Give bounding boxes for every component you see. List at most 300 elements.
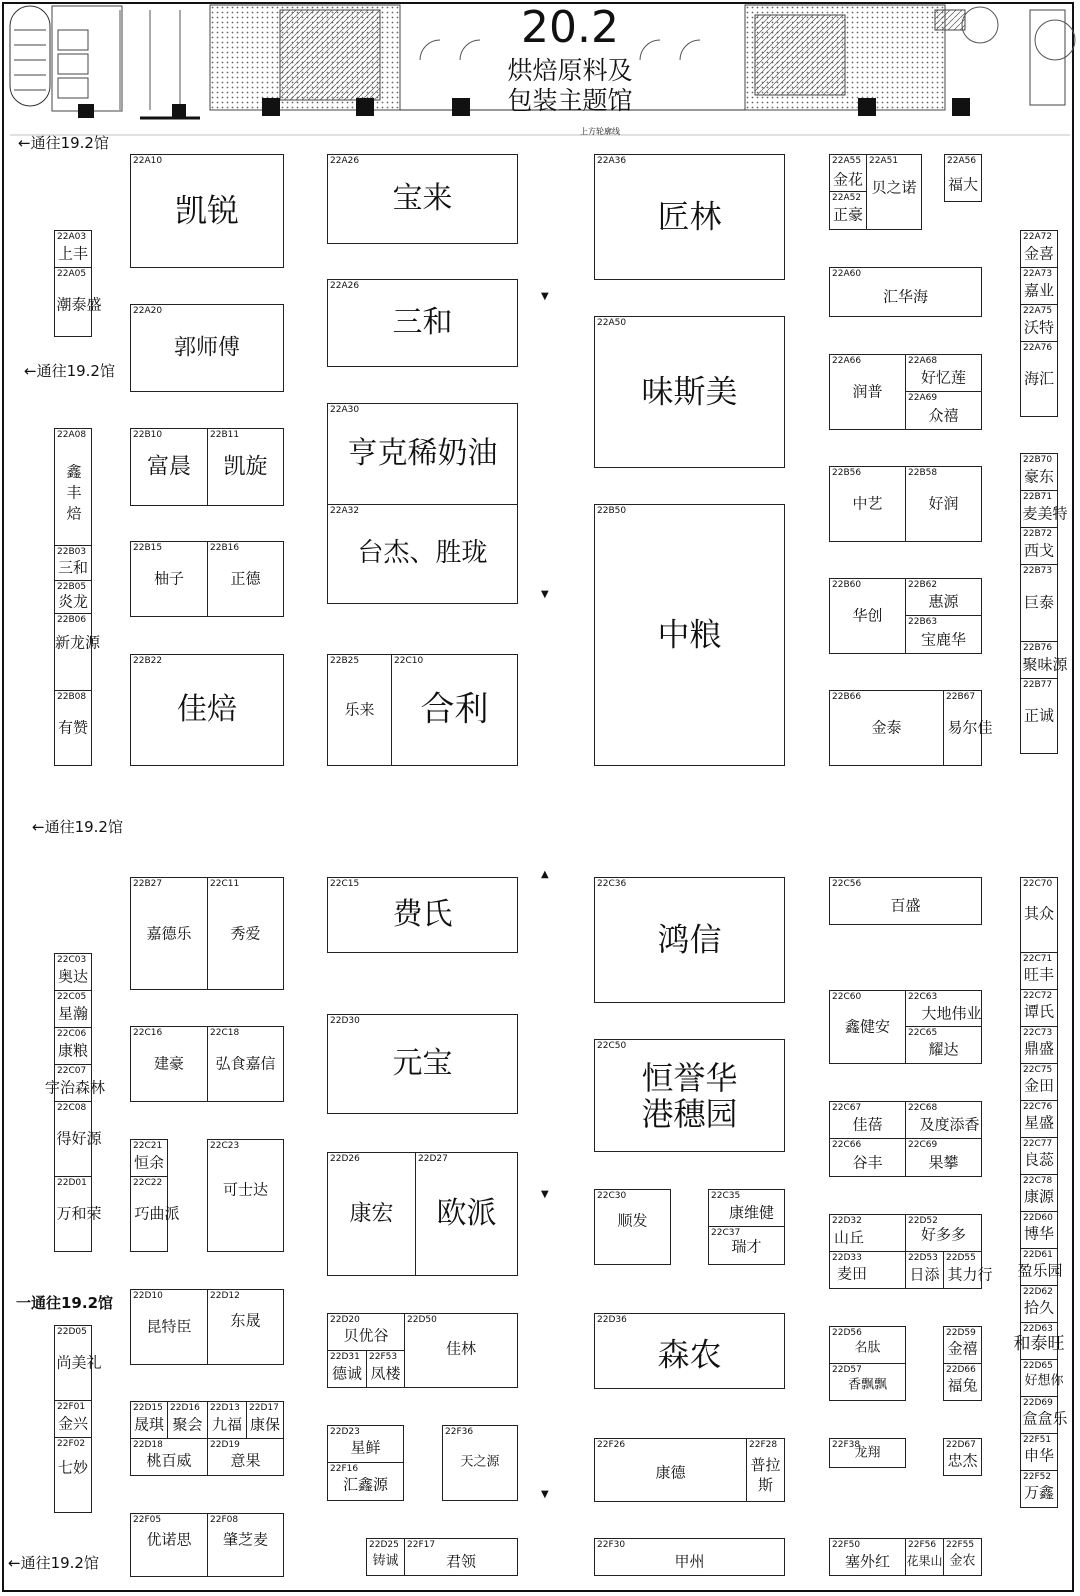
booth-code: 22A36 xyxy=(597,156,627,166)
booth-22F16[interactable] xyxy=(327,1462,404,1501)
booth-22C18[interactable] xyxy=(207,1026,284,1102)
booth-name: 昆特臣 xyxy=(146,1317,192,1336)
booth-22B11[interactable] xyxy=(207,428,284,506)
booth-name: 弘食嘉信 xyxy=(215,1054,276,1073)
booth-22C07[interactable] xyxy=(45,1064,106,1102)
booth-name xyxy=(595,1060,784,1132)
booth-code: 22F28 xyxy=(749,1440,778,1450)
booth-code: 22A66 xyxy=(832,356,862,366)
booth-code: 22D61 xyxy=(1023,1250,1053,1260)
booth-22D36[interactable] xyxy=(594,1313,785,1389)
booth-code: 22A08 xyxy=(57,430,87,440)
booth-22F05[interactable] xyxy=(130,1513,208,1577)
booth-name: 巧曲派 xyxy=(134,1204,180,1223)
aisle-marker-icon: ▼ xyxy=(541,291,549,302)
booth-22B76[interactable] xyxy=(1020,641,1068,679)
booth-22A20[interactable] xyxy=(130,304,284,392)
booth-22A26-baolai[interactable] xyxy=(327,154,518,244)
booth-22D61[interactable] xyxy=(1017,1248,1063,1286)
booth-name: 福兔 xyxy=(947,1376,978,1395)
booth-22A52[interactable] xyxy=(829,191,867,230)
direction-to-hall-19-2: ←通往19.2馆 xyxy=(32,818,123,836)
booth-name: 申华 xyxy=(1023,1446,1054,1465)
booth-22D55[interactable] xyxy=(943,1251,993,1289)
booth-22C72[interactable] xyxy=(1020,989,1058,1027)
booth-22D05[interactable] xyxy=(54,1325,102,1401)
booth-22D69[interactable] xyxy=(1020,1396,1068,1434)
booth-name: 东晟 xyxy=(230,1311,261,1330)
booth-22B60[interactable] xyxy=(829,578,906,654)
booth-22C73[interactable] xyxy=(1020,1026,1058,1064)
booth-name: 好忆莲 xyxy=(920,368,966,387)
booth-code: 22D31 xyxy=(330,1352,360,1362)
booth-22D25[interactable] xyxy=(366,1538,405,1576)
booth-22D57[interactable] xyxy=(829,1363,906,1401)
booth-name: 盒盒乐 xyxy=(1022,1409,1068,1428)
booth-22F56[interactable] xyxy=(905,1538,944,1576)
booth-22F30[interactable] xyxy=(594,1538,785,1576)
booth-name: 聚味源 xyxy=(1022,655,1068,674)
booth-name: 花果山 xyxy=(906,1554,943,1569)
booth-name: 正豪 xyxy=(832,205,863,224)
booth-name-line1: 普拉 xyxy=(750,1455,781,1474)
booth-name: 宝来 xyxy=(392,180,453,216)
booth-name: 奥达 xyxy=(57,967,88,986)
booth-22C22[interactable] xyxy=(130,1176,180,1252)
booth-22A60[interactable] xyxy=(829,267,982,317)
booth-22B72[interactable] xyxy=(1020,527,1058,565)
booth-code: 22A03 xyxy=(57,232,87,242)
booth-22C70[interactable] xyxy=(1020,877,1058,953)
booth-code: 22D17 xyxy=(249,1403,279,1413)
booth-code: 22F36 xyxy=(445,1427,474,1437)
booth-code: 22D60 xyxy=(1023,1213,1053,1223)
booth-name: 良蕊 xyxy=(1023,1150,1054,1169)
booth-22A05[interactable] xyxy=(54,267,102,337)
booth-code: 22A05 xyxy=(57,269,87,279)
booth-code: 22D12 xyxy=(210,1291,240,1301)
booth-code: 22A30 xyxy=(330,405,360,415)
booth-code: 22C70 xyxy=(1023,879,1053,889)
booth-name: 旺丰 xyxy=(1023,965,1054,984)
booth-22D20[interactable] xyxy=(327,1313,405,1351)
booth-code: 22D18 xyxy=(133,1440,163,1450)
booth-name: 宇治森林 xyxy=(45,1078,106,1097)
booth-name-line1: 恒誉华 xyxy=(641,1058,738,1097)
booth-name: 谭氏 xyxy=(1023,1002,1054,1021)
booth-22B06[interactable] xyxy=(54,613,101,691)
booth-name: 豪东 xyxy=(1023,467,1054,486)
booth-code: 22D62 xyxy=(1023,1287,1053,1297)
booth-22C10[interactable] xyxy=(391,654,518,766)
booth-22F38[interactable] xyxy=(829,1438,906,1468)
booth-code: 22D30 xyxy=(330,1016,360,1026)
booth-code: 22C78 xyxy=(1023,1176,1053,1186)
booth-code: 22D16 xyxy=(170,1403,200,1413)
booth-code: 22B77 xyxy=(1023,680,1053,690)
booth-code: 22D69 xyxy=(1023,1398,1053,1408)
booth-22C06[interactable] xyxy=(54,1027,92,1065)
booth-code: 22F30 xyxy=(597,1540,626,1550)
booth-22B25[interactable] xyxy=(327,654,392,766)
booth-name: 康粮 xyxy=(57,1041,88,1060)
booth-code: 22B25 xyxy=(330,656,360,666)
booth-22B73[interactable] xyxy=(1020,564,1058,642)
booth-22D19[interactable] xyxy=(207,1438,284,1476)
booth-code: 22C56 xyxy=(832,879,862,889)
booth-22F17[interactable] xyxy=(404,1538,518,1576)
booth-22B63[interactable] xyxy=(905,615,982,654)
booth-22D63[interactable] xyxy=(1013,1322,1065,1360)
booth-22A72[interactable] xyxy=(1020,230,1058,268)
booth-22D65[interactable] xyxy=(1020,1359,1064,1397)
booth-name: 及度添香 xyxy=(919,1115,980,1134)
wall-pillar xyxy=(858,98,876,116)
booth-22C37[interactable] xyxy=(708,1226,785,1265)
booth-22A03[interactable] xyxy=(54,230,92,268)
booth-code: 22C08 xyxy=(57,1103,87,1113)
booth-22D18[interactable] xyxy=(130,1438,208,1476)
booth-code: 22F17 xyxy=(407,1540,436,1550)
booth-code: 22D65 xyxy=(1023,1361,1053,1371)
booth-22A08[interactable] xyxy=(54,428,92,546)
booth-code: 22D27 xyxy=(418,1154,448,1164)
booth-name: 和泰旺 xyxy=(1013,1334,1065,1355)
booth-22C15[interactable] xyxy=(327,877,518,953)
booth-name: 宝鹿华 xyxy=(920,630,966,649)
booth-22B58[interactable] xyxy=(905,466,982,542)
booth-name: 西戈 xyxy=(1023,541,1054,560)
booth-name: 台杰、胜珑 xyxy=(357,538,488,569)
booth-code: 22F55 xyxy=(946,1540,975,1550)
booth-name: 香飘飘 xyxy=(847,1377,887,1393)
booth-22A10[interactable] xyxy=(130,154,284,268)
booth-name: 匠林 xyxy=(657,197,722,236)
booth-22F02[interactable] xyxy=(54,1437,92,1513)
booth-22C68[interactable] xyxy=(905,1101,982,1139)
booth-22D60[interactable] xyxy=(1020,1211,1058,1249)
booth-name: 贝优谷 xyxy=(343,1325,389,1344)
booth-22C67[interactable] xyxy=(829,1101,906,1139)
booth-name: 凯锐 xyxy=(174,191,239,230)
booth-22B16[interactable] xyxy=(207,541,284,617)
booth-name: 中粮 xyxy=(657,615,722,654)
booth-22D10[interactable] xyxy=(130,1289,208,1365)
booth-name: 甲州 xyxy=(674,1552,705,1571)
booth-code: 22A52 xyxy=(832,193,862,203)
booth-code: 22C35 xyxy=(711,1191,741,1201)
booth-22B10[interactable] xyxy=(130,428,208,506)
booth-name: 肇芝麦 xyxy=(222,1530,268,1549)
booth-22D17[interactable] xyxy=(246,1401,284,1439)
booth-code: 22B67 xyxy=(946,692,976,702)
booth-code: 22D32 xyxy=(832,1216,862,1226)
booth-22A69[interactable] xyxy=(905,391,982,430)
booth-code: 22A26 xyxy=(330,156,360,166)
booth-code: 22D19 xyxy=(210,1440,240,1450)
booth-22C65[interactable] xyxy=(905,1026,982,1064)
booth-code: 22B11 xyxy=(210,430,240,440)
booth-name: 金农 xyxy=(949,1553,976,1569)
booth-name: 众禧 xyxy=(928,406,959,425)
booth-code: 22B50 xyxy=(597,506,627,516)
booth-22B56[interactable] xyxy=(829,466,906,542)
booth-name: 拾久 xyxy=(1023,1298,1054,1317)
booth-code: 22D36 xyxy=(597,1315,627,1325)
booth-name: 潮泰盛 xyxy=(56,295,102,314)
booth-code: 22C67 xyxy=(832,1103,862,1113)
booth-name: 金泰 xyxy=(871,718,902,737)
booth-22F36[interactable] xyxy=(442,1425,518,1501)
booth-code: 22C75 xyxy=(1023,1065,1053,1075)
booth-22D53[interactable] xyxy=(905,1251,944,1289)
booth-22D13[interactable] xyxy=(207,1401,247,1439)
booth-22D31[interactable] xyxy=(327,1350,367,1388)
booth-22C36[interactable] xyxy=(594,877,785,1003)
booth-code: 22C71 xyxy=(1023,954,1053,964)
booth-name: 大地伟业 xyxy=(921,1004,982,1023)
booth-name: 金喜 xyxy=(1023,244,1054,263)
booth-name: 康宏 xyxy=(349,1201,394,1227)
booth-22D33[interactable] xyxy=(829,1251,906,1289)
booth-22C50[interactable] xyxy=(594,1039,785,1152)
booth-code: 22B22 xyxy=(133,656,163,666)
hall-title-line1: 烘焙原料及 xyxy=(507,56,633,85)
booth-22F28[interactable] xyxy=(746,1438,785,1502)
booth-name: 正诚 xyxy=(1023,706,1054,725)
booth-22D59[interactable] xyxy=(943,1326,982,1364)
booth-name: 森农 xyxy=(657,1335,722,1374)
booth-22D12[interactable] xyxy=(207,1289,284,1365)
booth-name: 秀爱 xyxy=(230,923,261,942)
booth-22A36[interactable] xyxy=(594,154,785,280)
booth-name: 意果 xyxy=(230,1450,261,1469)
booth-name: 郭师傅 xyxy=(173,335,240,361)
booth-22D67[interactable] xyxy=(943,1438,982,1476)
booth-22F26[interactable] xyxy=(594,1438,747,1502)
booth-22D30[interactable] xyxy=(327,1014,518,1114)
booth-22F53[interactable] xyxy=(366,1350,405,1388)
booth-22D27[interactable] xyxy=(415,1152,518,1276)
booth-code: 22C72 xyxy=(1023,991,1053,1001)
booth-22D66[interactable] xyxy=(943,1363,982,1401)
aisle-marker-icon: ▼ xyxy=(541,1189,549,1200)
booth-22C69[interactable] xyxy=(905,1138,982,1177)
booth-22A73[interactable] xyxy=(1020,267,1058,305)
booth-22F51[interactable] xyxy=(1020,1433,1058,1471)
booth-name: 君领 xyxy=(445,1552,476,1571)
booth-22A76[interactable] xyxy=(1020,341,1058,417)
booth-22D52[interactable] xyxy=(905,1214,982,1252)
booth-name: 九福 xyxy=(211,1415,242,1434)
direction-to-hall-19-2: ←通往19.2馆 xyxy=(8,1554,99,1572)
booth-code: 22F38 xyxy=(832,1440,861,1450)
booth-code: 22B63 xyxy=(908,617,938,627)
booth-name: 佳林 xyxy=(445,1339,476,1358)
booth-22B05[interactable] xyxy=(54,580,92,614)
booth-22D16[interactable] xyxy=(167,1401,208,1439)
booth-22A26-sanhe[interactable] xyxy=(327,279,518,367)
direction-to-hall-19-2: ←通往19.2馆 xyxy=(24,362,115,380)
booth-name: 鸿信 xyxy=(657,920,722,959)
booth-22B70[interactable] xyxy=(1020,453,1058,491)
booth-22D26[interactable] xyxy=(327,1152,416,1276)
booth-22B08[interactable] xyxy=(54,690,92,766)
booth-22C08[interactable] xyxy=(54,1101,102,1177)
booth-22B03[interactable] xyxy=(54,545,92,581)
booth-22F50[interactable] xyxy=(829,1538,906,1576)
booth-name: 晟琪 xyxy=(133,1415,164,1434)
booth-code: 22C15 xyxy=(330,879,360,889)
booth-code: 22F02 xyxy=(57,1439,86,1449)
booth-code: 22B71 xyxy=(1023,492,1053,502)
booth-22C76[interactable] xyxy=(1020,1100,1058,1138)
booth-code: 22B06 xyxy=(57,615,87,625)
booth-name: 尚美礼 xyxy=(56,1353,102,1372)
booth-code: 22F26 xyxy=(597,1440,626,1450)
booth-22C30[interactable] xyxy=(594,1189,671,1265)
booth-code: 22B72 xyxy=(1023,529,1053,539)
booth-code: 22F05 xyxy=(133,1515,162,1525)
booth-code: 22D05 xyxy=(57,1327,87,1337)
booth-code: 22A68 xyxy=(908,356,938,366)
booth-22F01[interactable] xyxy=(54,1400,92,1438)
booth-22C35[interactable] xyxy=(708,1189,785,1227)
booth-name: 麦田 xyxy=(836,1264,867,1283)
booth-22F52[interactable] xyxy=(1020,1470,1058,1508)
booth-name: 嘉业 xyxy=(1023,281,1054,300)
booth-name: 果攀 xyxy=(928,1153,959,1172)
booth-22C11[interactable] xyxy=(207,877,284,990)
booth-code: 22B73 xyxy=(1023,566,1053,576)
booth-22D15[interactable] xyxy=(130,1401,168,1439)
booth-22A30[interactable] xyxy=(327,403,518,505)
booth-name: 中艺 xyxy=(852,494,883,513)
wall-pillar xyxy=(172,104,186,118)
booth-22C60[interactable] xyxy=(829,990,906,1064)
booth-name: 天之源 xyxy=(460,1454,500,1470)
booth-22A68[interactable] xyxy=(905,354,982,392)
booth-name: 塞外红 xyxy=(844,1552,890,1571)
booth-22B67[interactable] xyxy=(943,690,993,766)
booth-22C75[interactable] xyxy=(1020,1063,1058,1101)
booth-22B66[interactable] xyxy=(829,690,944,766)
booth-name: 盈乐园 xyxy=(1017,1261,1063,1280)
booth-22C05[interactable] xyxy=(54,990,92,1028)
booth-name: 金田 xyxy=(1023,1076,1054,1095)
booth-code: 22F52 xyxy=(1023,1472,1052,1482)
booth-22C77[interactable] xyxy=(1020,1137,1058,1175)
hall-title-line2: 包装主题馆 xyxy=(507,86,633,115)
booth-22A75[interactable] xyxy=(1020,304,1058,342)
booth-name: 海汇 xyxy=(1023,369,1054,388)
wall-pillar xyxy=(952,98,970,116)
booth-22C66[interactable] xyxy=(829,1138,906,1177)
booth-22A66[interactable] xyxy=(829,354,906,430)
booth-name: 可士达 xyxy=(222,1180,268,1199)
booth-22D01[interactable] xyxy=(54,1176,102,1252)
booth-22B22[interactable] xyxy=(130,654,284,766)
booth-name: 润普 xyxy=(852,382,883,401)
booth-name: 金禧 xyxy=(947,1339,978,1358)
booth-22B62[interactable] xyxy=(905,578,982,616)
booth-name: 嘉德乐 xyxy=(146,923,192,942)
booth-22D50[interactable] xyxy=(404,1313,518,1388)
booth-22C71[interactable] xyxy=(1020,952,1058,990)
booth-name: 费氏 xyxy=(392,896,453,932)
booth-name: 有赞 xyxy=(57,718,88,737)
booth-name: 惠源 xyxy=(928,592,959,611)
booth-name: 康维健 xyxy=(728,1203,774,1222)
booth-code: 22C69 xyxy=(908,1140,938,1150)
booth-name: 元宝 xyxy=(392,1045,453,1081)
booth-22D62[interactable] xyxy=(1020,1285,1058,1323)
booth-22B71[interactable] xyxy=(1020,490,1068,528)
wall-pillar xyxy=(356,98,374,116)
booth-name: 乐来 xyxy=(344,700,375,719)
booth-22B77[interactable] xyxy=(1020,678,1058,754)
booth-code: 22B15 xyxy=(133,543,163,553)
booth-22D56[interactable] xyxy=(829,1326,906,1364)
booth-22F55[interactable] xyxy=(943,1538,982,1576)
booth-22D23[interactable] xyxy=(327,1425,404,1463)
booth-22B15[interactable] xyxy=(130,541,208,617)
booth-code: 22C68 xyxy=(908,1103,938,1113)
booth-22C63[interactable] xyxy=(905,990,982,1027)
booth-22C21[interactable] xyxy=(130,1139,168,1177)
booth-22B50[interactable] xyxy=(594,504,785,766)
booth-22C78[interactable] xyxy=(1020,1174,1058,1212)
booth-name: 亨克稀奶油 xyxy=(347,435,498,471)
booth-22B27[interactable] xyxy=(130,877,208,990)
booth-code: 22B03 xyxy=(57,547,87,557)
booth-22C23[interactable] xyxy=(207,1139,284,1252)
booth-name: 巨泰 xyxy=(1023,593,1054,612)
wall-pillar xyxy=(452,98,470,116)
booth-22C03[interactable] xyxy=(54,953,92,991)
booth-code: 22C76 xyxy=(1023,1102,1053,1112)
booth-name: 佳焙 xyxy=(177,691,237,727)
booth-name: 汇华海 xyxy=(882,287,928,306)
booth-code: 22C07 xyxy=(57,1066,87,1076)
booth-code: 22A60 xyxy=(832,269,862,279)
booth-name: 万鑫 xyxy=(1023,1483,1054,1502)
direction-to-hall-19-2: ←通往19.2馆 xyxy=(18,134,109,152)
booth-name: 上丰 xyxy=(57,244,88,263)
booth-code: 22B62 xyxy=(908,580,938,590)
booth-name: 瑞才 xyxy=(731,1237,762,1256)
booth-22C56[interactable] xyxy=(829,877,982,925)
booth-code: 22B76 xyxy=(1023,643,1053,653)
booth-name: 星瀚 xyxy=(57,1004,88,1023)
booth-code: 22C50 xyxy=(597,1041,627,1051)
booth-name: 万和荣 xyxy=(56,1204,102,1223)
booth-name: 谷丰 xyxy=(852,1153,883,1172)
booth-22A56[interactable] xyxy=(944,154,982,202)
booth-22A50[interactable] xyxy=(594,316,785,468)
booth-name: 聚会 xyxy=(172,1415,203,1434)
booth-code: 22D25 xyxy=(369,1540,399,1550)
booth-22F08[interactable] xyxy=(207,1513,284,1577)
booth-22A32[interactable] xyxy=(327,504,518,604)
booth-22A55[interactable] xyxy=(829,154,867,192)
booth-22A51[interactable] xyxy=(866,154,922,230)
booth-22D32[interactable] xyxy=(829,1214,906,1252)
booth-22C16[interactable] xyxy=(130,1026,208,1102)
booth-code: 22C77 xyxy=(1023,1139,1053,1149)
booth-name: 佳蓓 xyxy=(852,1115,883,1134)
booth-code: 22C10 xyxy=(394,656,424,666)
